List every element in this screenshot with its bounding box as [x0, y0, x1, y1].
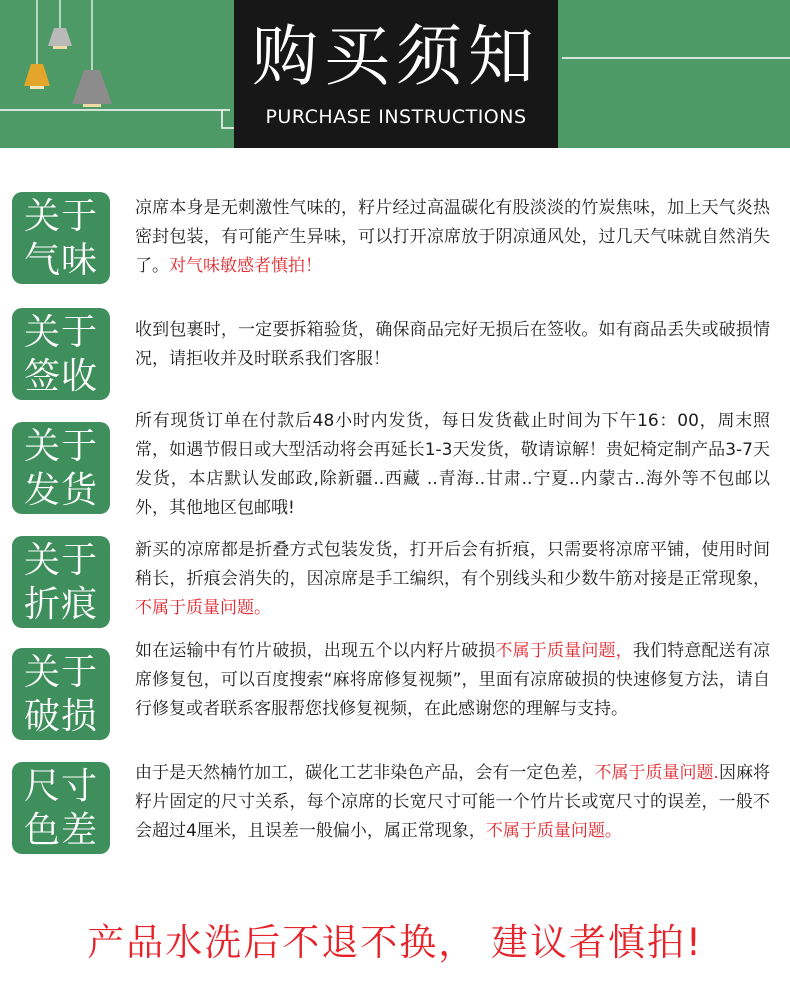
section-size-color-text: 由于是天然楠竹加工，碳化工艺非染色产品，会有一定色差，不属于质量问题.因麻将籽片固定的尺寸关系，每个凉席的长宽尺寸可能一个竹片长或宽尺寸的误差，一般不会超过4厘米，且误差一般偏小，属正常现象，不属于质量问题。	[135, 763, 771, 841]
badge-receipt: 关于 签收	[12, 308, 110, 400]
badge-smell: 关于 气味	[12, 192, 110, 284]
section-creases-text: 新买的凉席都是折叠方式包装发货，打开后会有折痕，只需要将凉席平铺，使用时间稍长，折痕会消失的，因凉席是手工编织，有个别线头和少数牛筋对接是正常现象，不属于质量问题。	[135, 540, 770, 618]
page-subtitle: PURCHASE INSTRUCTIONS	[265, 106, 527, 128]
section-damage-text: 如在运输中有竹片破损，出现五个以内籽片破损不属于质量问题，我们特意配送有凉席修复包，可以百度搜索“麻将席修复视频”，里面有凉席破损的快速修复方法，请自行修复或者联系客服帮您找修复视频，在此感谢您的理解与支持。	[135, 641, 771, 719]
page-title: 购买须知	[252, 18, 540, 95]
not-quality-issue-text: 不属于质量问题.	[594, 763, 719, 783]
warning-text: 对气味敏感者慎拍！	[169, 256, 322, 276]
badge-size-color: 尺寸 色差	[12, 762, 110, 854]
section-shipping-text: 所有现货订单在付款后48小时内发货，每日发货截止时间为下午16：00，周末照常，如遇节假日或大型活动将会再延长1-3天发货，敬请谅解！贵妃椅定制产品3-7天发货，本店默认发邮政,除新疆..西藏 ..青海..甘肃..宁夏..内蒙古..海外等不包邮以外，其他地区包邮哦!	[135, 411, 770, 518]
not-quality-issue-text: 不属于质量问题。	[135, 598, 271, 618]
footer-notice: 产品水洗后不退不换， 建议者慎拍!	[87, 921, 703, 964]
not-quality-issue-text: 不属于质量问题，	[495, 641, 633, 661]
section-receipt-text: 收到包裹时，一定要拆箱验货，确保商品完好无损后在签收。如有商品丢失或破损情况，请拒收并及时联系我们客服！	[135, 320, 770, 369]
badge-damage: 关于 破损	[12, 648, 110, 740]
header-banner	[0, 0, 790, 148]
badge-shipping: 关于 发货	[12, 422, 110, 514]
section-smell-text: 凉席本身是无刺激性气味的，籽片经过高温碳化有股淡淡的竹炭焦味，加上天气炎热密封包装，有可能产生异味，可以打开凉席放于阴凉通风处，过几天气味就自然消失了。对气味敏感者慎拍！	[135, 198, 770, 276]
badge-creases: 关于 折痕	[12, 536, 110, 628]
not-quality-issue-text-2: 不属于质量问题。	[485, 821, 622, 841]
